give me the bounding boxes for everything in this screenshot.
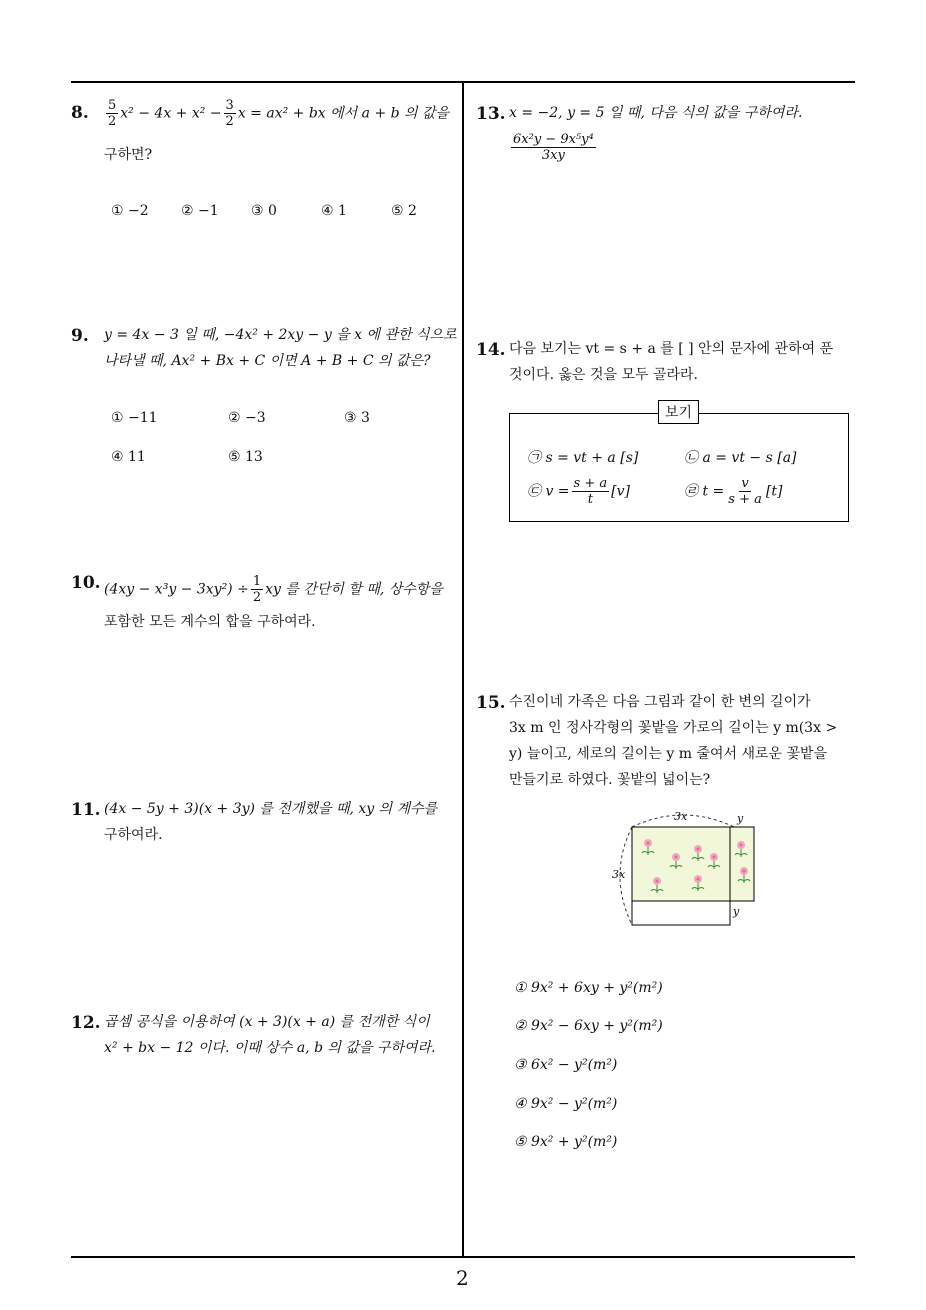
option-2[interactable]: ② −3 xyxy=(228,410,266,426)
question-text: (4xy − x³y − 3xy²) ÷ $\frac{1}{2}$ xy 를 간단히 할 때, 상수항을 xyxy=(104,574,443,605)
question-number: 9. xyxy=(71,326,89,346)
question-text-line2: 포함한 모든 계수의 합을 구하여라. xyxy=(104,614,316,630)
garden-area xyxy=(632,827,754,901)
fraction: $\frac{\text{6x²y − 9x⁵y⁴}}{3xy}$ xyxy=(513,132,594,163)
option-5[interactable]: ⑤ 13 xyxy=(228,449,263,465)
option-5[interactable]: ⑤ 2 xyxy=(391,203,417,219)
fraction: $\frac{1}{2}$ xyxy=(252,574,262,605)
question-text-line1: x = −2, y = 5 일 때, 다음 식의 값을 구하여라. xyxy=(509,105,803,121)
option-3[interactable]: ③ 0 xyxy=(251,203,277,219)
question-text-line2: 3x m 인 정사각형의 꽃밭을 가로의 길이는 y m(3x > xyxy=(509,720,838,736)
option-2[interactable]: ② 9x² − 6xy + y²(m²) xyxy=(514,1018,663,1034)
option-4[interactable]: ④ 9x² − y²(m²) xyxy=(514,1096,618,1112)
bogi-title: 보기 xyxy=(658,400,699,424)
bogi-item-b[interactable]: ㉡ a = vt − s [a] xyxy=(684,450,797,466)
question-number: 13. xyxy=(476,104,506,124)
question-text-line2: x² + bx − 12 이다. 이때 상수 a, b 의 값을 구하여라. xyxy=(104,1040,436,1056)
question-number: 14. xyxy=(476,340,506,360)
question-text-line3: y) 늘이고, 세로의 길이는 y m 줄여서 새로운 꽃밭을 xyxy=(509,746,828,762)
option-3[interactable]: ③ 6x² − y²(m²) xyxy=(514,1057,618,1073)
question-number: 15. xyxy=(476,693,506,713)
question-text-line2: 구하면? xyxy=(104,147,153,163)
question-text: $\frac{5}{2}$ x² − 4x + x² − $\frac{3}{2}$ x = ax² + bx 에서 a + b 의 값을 xyxy=(108,98,450,129)
question-number: 12. xyxy=(71,1013,101,1033)
option-1[interactable]: ① 9x² + 6xy + y²(m²) xyxy=(514,980,663,996)
question-text-line1: 곱셈 공식을 이용하여 (x + 3)(x + a) 를 전개한 식이 xyxy=(104,1014,430,1030)
option-2[interactable]: ② −1 xyxy=(181,203,219,219)
question-text-line1: 수진이네 가족은 다음 그림과 같이 한 변의 길이가 xyxy=(509,694,811,710)
option-3[interactable]: ③ 3 xyxy=(344,410,370,426)
garden-figure xyxy=(608,805,768,931)
question-text-line1: (4x − 5y + 3)(x + 3y) 를 전개했을 때, xy 의 계수를 xyxy=(104,801,438,817)
question-number: 8. xyxy=(71,103,89,123)
option-4[interactable]: ④ 1 xyxy=(321,203,347,219)
option-1[interactable]: ① −11 xyxy=(111,410,158,426)
bogi-item-d[interactable]: ㉣ t = $\frac{v}{s + a}$ [t] xyxy=(684,476,783,507)
bogi-item-a[interactable]: ㉠ s = vt + a [s] xyxy=(527,450,639,466)
fraction: $\frac{5}{2}$ xyxy=(108,98,117,129)
question-number: 10. xyxy=(71,573,101,593)
expression xyxy=(509,132,598,163)
question-text-line2: 구하여라. xyxy=(104,827,163,843)
option-1[interactable]: ① −2 xyxy=(111,203,149,219)
question-text-line2: 나타낼 때, Ax² + Bx + C 이면 A + B + C 의 값은? xyxy=(104,353,431,369)
option-5[interactable]: ⑤ 9x² + y²(m²) xyxy=(514,1134,618,1150)
fraction: $\frac{3}{2}$ xyxy=(225,98,234,129)
label-left: 3x xyxy=(612,868,626,881)
column-divider xyxy=(462,82,464,1257)
option-4[interactable]: ④ 11 xyxy=(111,449,146,465)
label-top: 3x xyxy=(674,810,688,823)
page-number: 2 xyxy=(456,1266,469,1290)
label-right-top: y xyxy=(737,812,744,825)
question-text-line2: 것이다. 옳은 것을 모두 골라라. xyxy=(509,367,698,383)
label-right-bottom: y xyxy=(733,905,740,918)
question-text-line4: 만들기로 하였다. 꽃밭의 넓이는? xyxy=(509,772,711,788)
question-text-line1: y = 4x − 3 일 때, −4x² + 2xy − y 을 x 에 관한 식으로 xyxy=(104,327,457,343)
bogi-item-c[interactable]: ㉢ v = $\frac{s + a}{t}$ [v] xyxy=(527,476,630,507)
question-text-line1: 다음 보기는 vt = s + a 를 [ ] 안의 문자에 관하여 푼 xyxy=(509,341,834,357)
question-number: 11. xyxy=(71,800,101,820)
